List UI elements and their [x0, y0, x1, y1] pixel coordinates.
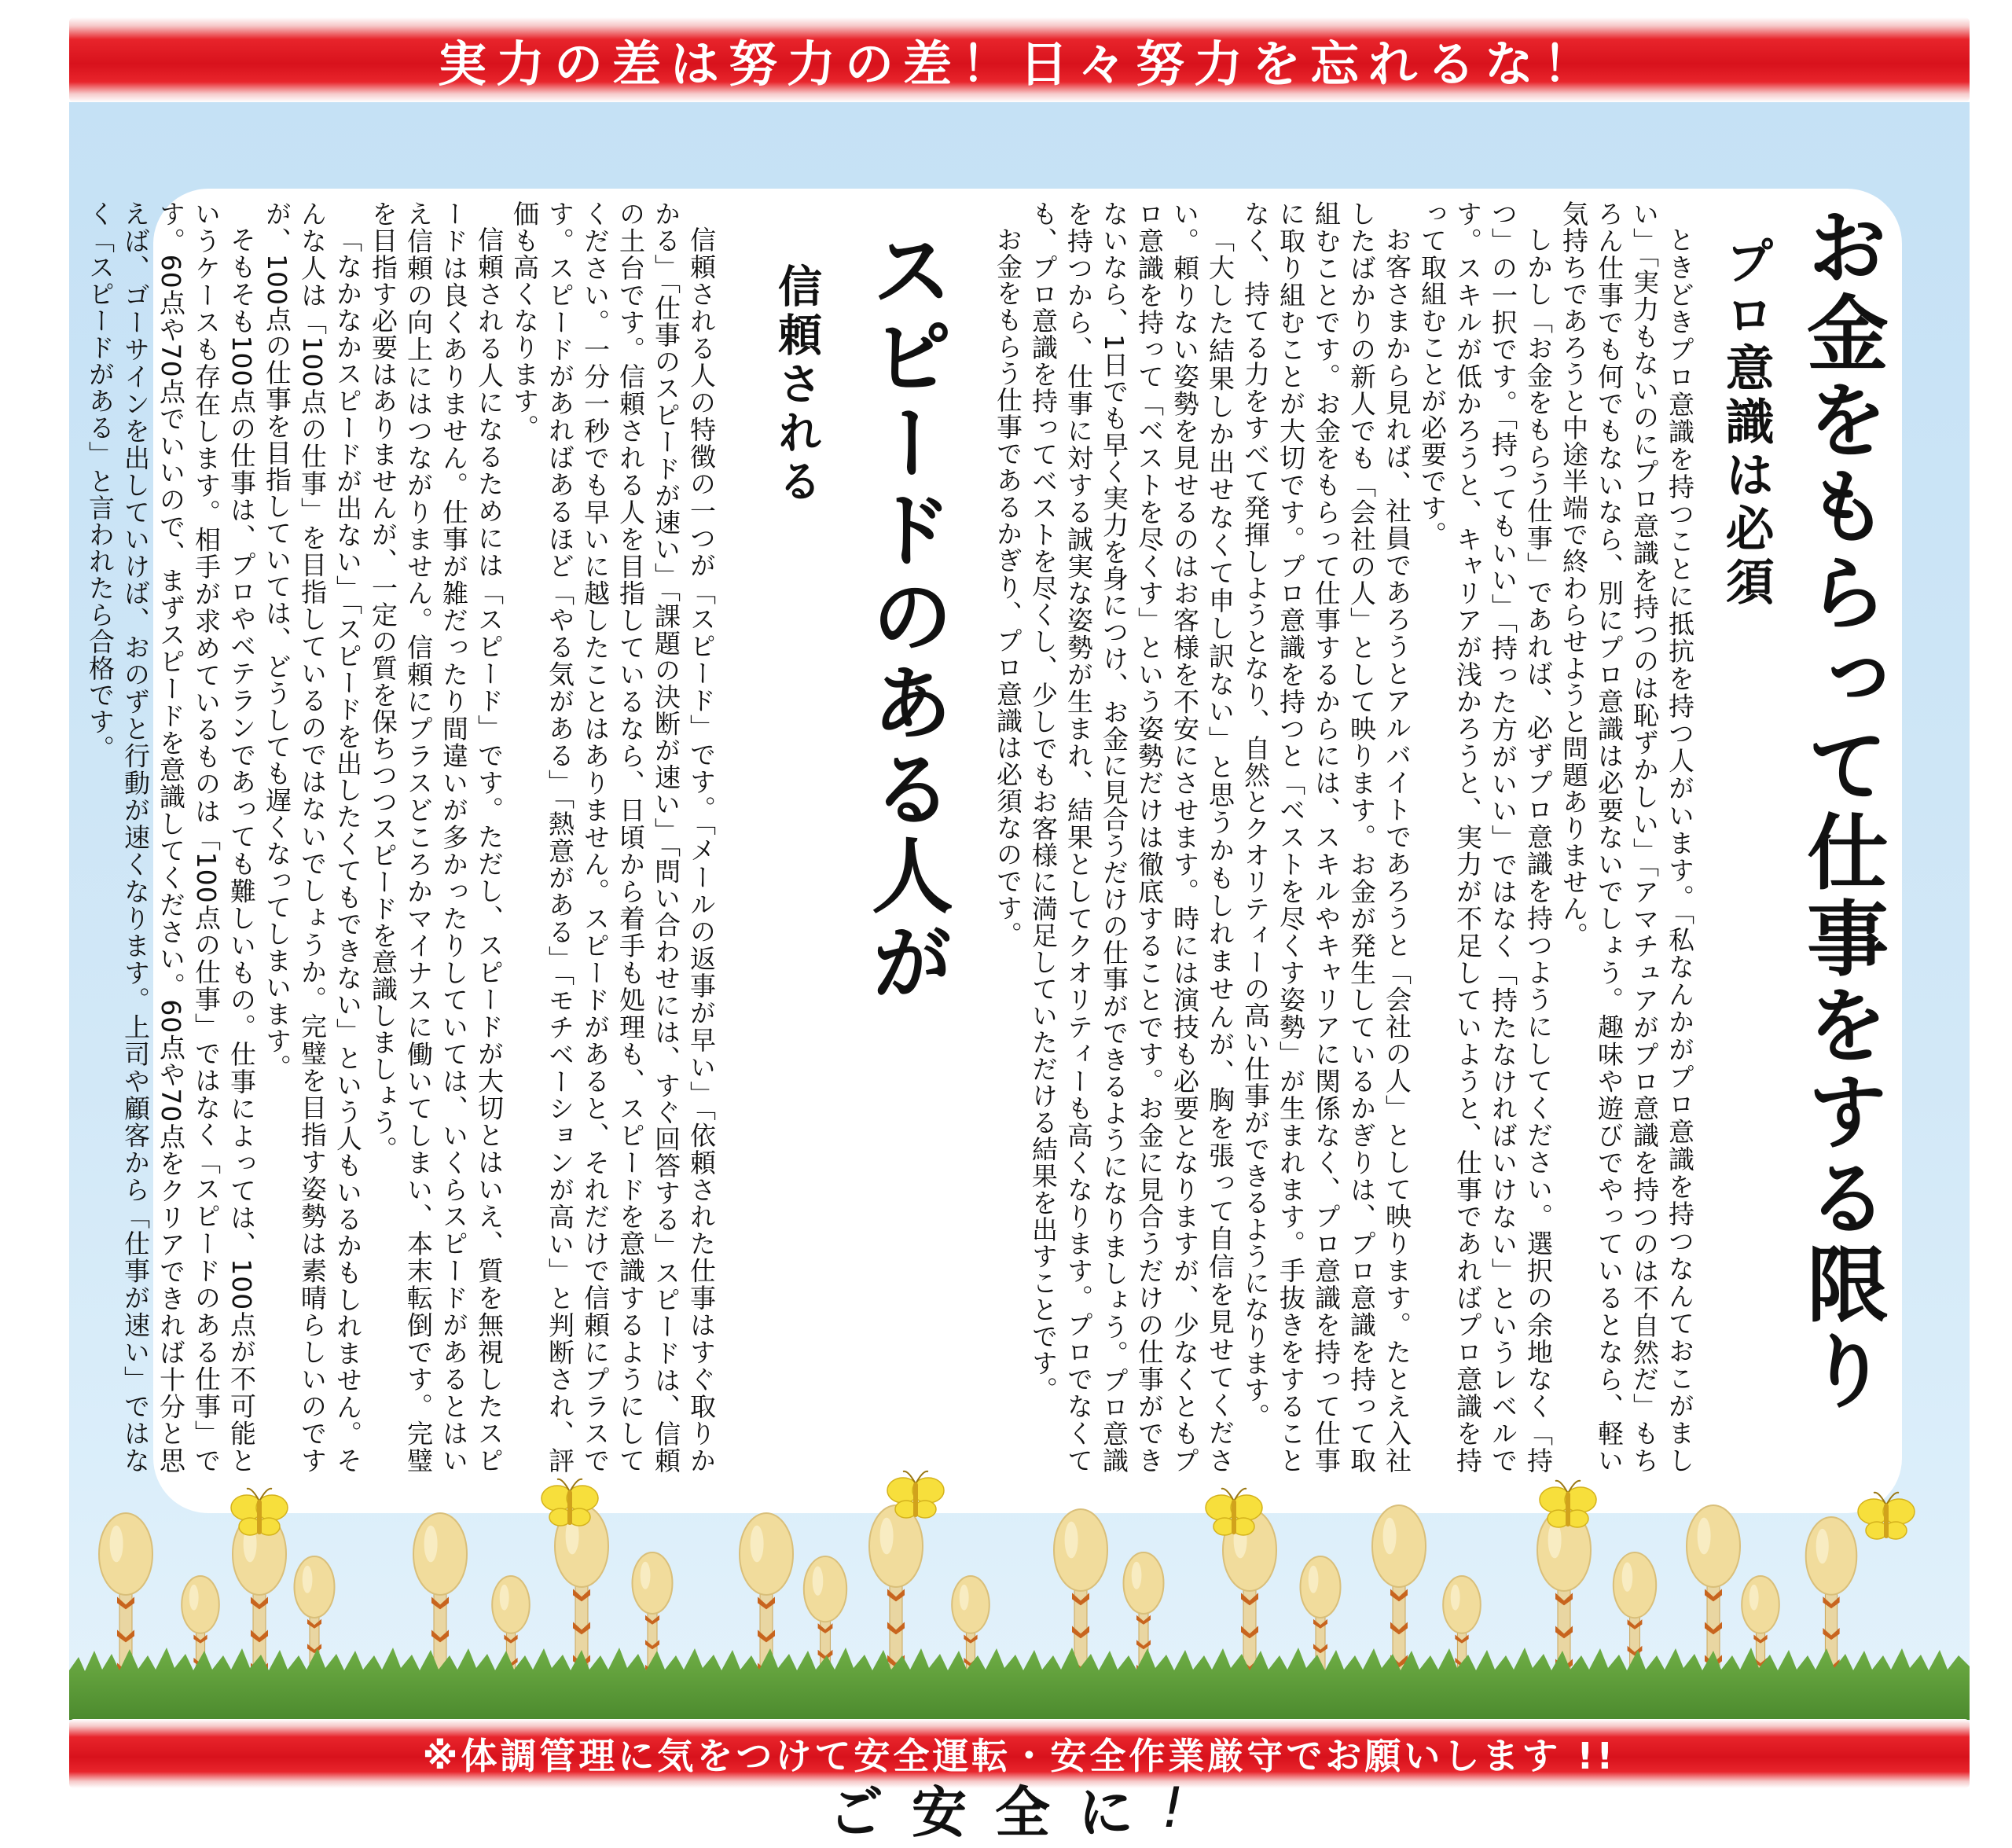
article-1-paragraph: ときどきプロ意識を持つことに抵抗を持つ人がいます。「私なんかがプロ意識を持つなんておこがましい」「実力もないのにプロ意識を持つのは恥ずかしい」「アマチュアがプロ意識を持つのは不自然だ」もちろん仕事でも何でもないなら、別にプロ意識は必要ないでしょう。趣味や遊びでやっているとなら、軽い気持ちであろうと中途半端で終わらせようと問題ありません。	[1559, 200, 1695, 1475]
article-2-paragraph: そもそも100点の仕事は、プロやベテランであっても難しいもの。仕事によっては、100点が不可能というケースも存在します。相手が求めているものは「100点の仕事」ではなく「スピードのある仕事」です。60点や70点でいいので、まずスピードを意識してください。60点や70点をクリアできれば十分と思えば、ゴーサインを出していけば、おのずと行動が速くなります。上司や顧客から「仕事が速い」ではなく「スピードがある」と言われたら合格です。	[85, 200, 257, 1475]
article-2-paragraph: 「なかなかスピードが出ない」「スピードを出したくてもできない」という人もいるかもしれません。そんな人は「100点の仕事」を目指しているのではないでしょうか。完璧を目指す姿勢は素晴らしいのですが、100点の仕事を目指していては、どうしても遅くなってしまいます。	[262, 200, 363, 1474]
safety-notice: ※体調管理に気をつけて安全運転・安全作業厳守でお願いします !!	[422, 1735, 1617, 1777]
article-1-paragraph: お客さまから見れば、社員であろうとアルバイトであろうと「会社の人」として映ります。たとえ入社したばかりの新人でも「会社の人」として映ります。お金が発生しているかぎりは、プロ意識を持って取組むことです。お金をもらって仕事するからには、スキルやキャリアに関係なく、プロ意識を持って仕事に取り組むことが大切です。プロ意識を持つと「ベストを尽くす姿勢」が生まれます。手抜きをすることなく、持てる力をすべて発揮しようとなり、自然とクオリティーの高い仕事ができるようになります。	[1240, 200, 1412, 1475]
article-1-paragraph: しかし「お金をもらう仕事」であれば、必ずプロ意識を持つようにしてください。選択の余地なく「持つ」の一択です。「持ってもいい」「持った方がいい」ではなく「持たなければいけない」というレベルです。スキルが低かろうと、キャリアが浅かろうと、実力が不足していようと、仕事であればプロ意識を持って取組むことが必要です。	[1417, 200, 1554, 1475]
article-2-body	[85, 200, 719, 1475]
article-1-paragraph: 「大した結果しか出せなくて申し訳ない」と思うかもしれませんが、胸を張って自信を見せてください。頼りない姿勢を見せるのはお客様を不安にさせます。時には演技も必要となりますが、少なくともプロ意識を持って「ベストを尽くす」という姿勢だけは徹底することです。お金に見合うだけの仕事ができないなら、1日でも早く実力を身につけ、お金に見合うだけの仕事ができるようになりましょう。プロ意識を持つから、仕事に対する誠実な姿勢が生まれ、結果としてクオリティーも高くなります。プロでなくても、プロ意識を持ってベストを尽くし、少しでもお客様に満足していただける結果を出すことです。	[1028, 200, 1235, 1475]
article-2-paragraph: 信頼される人になるためには「スピード」です。ただし、スピードが大切とはいえ、質を無視したスピードは良くありません。仕事が雑だったり間違いが多かったりしていては、いくらスピードがあるとはいえ信頼の向上にはつながりません。信頼にプラスどころかマイナスに働いてしまい、本末転倒です。完璧を目指す必要はありませんが、一定の質を保ちつつスピードを意識しましょう。	[368, 200, 505, 1474]
header-banner	[69, 17, 1970, 102]
article-1-body	[993, 200, 1698, 1475]
article-2-paragraph: 信頼される人の特徴の一つが「スピード」です。「メールの返事が早い」「依頼された仕事はすぐ取りかかる」「仕事のスピードが速い」「課題の決断が速い」「問い合わせには、すぐ回答する」スピードは、信頼の土台です。信頼される人を目指しているなら、日頃から着手も処理も、スピードを意識するようにしてください。一分一秒でも早いに越したことはありません。スピードがあると、それだけで信頼にプラスです。スピードがあればあるほど「やる気がある」「熱意がある」「モチベーションが高い」と判断され、評価も高くなります。	[509, 200, 717, 1475]
article-2-title: スピードのある人が	[857, 228, 953, 1006]
header-slogan: 実力の差は努力の差！日々努力を忘れるな！	[437, 35, 1601, 93]
article-1-title: お金をもらって仕事をする限り	[1793, 204, 1889, 1415]
closing-exclamation: !	[1161, 1776, 1184, 1840]
closing-text: ご安全に	[828, 1780, 1162, 1845]
closing-greeting	[0, 1775, 2012, 1845]
article-1-subtitle: プロ意識は必須	[1717, 236, 1775, 610]
article-1-paragraph: お金をもらう仕事であるかぎり、プロ意識は必須なのです。	[993, 226, 1023, 948]
article-2-subtitle: 信頼される	[771, 263, 822, 507]
